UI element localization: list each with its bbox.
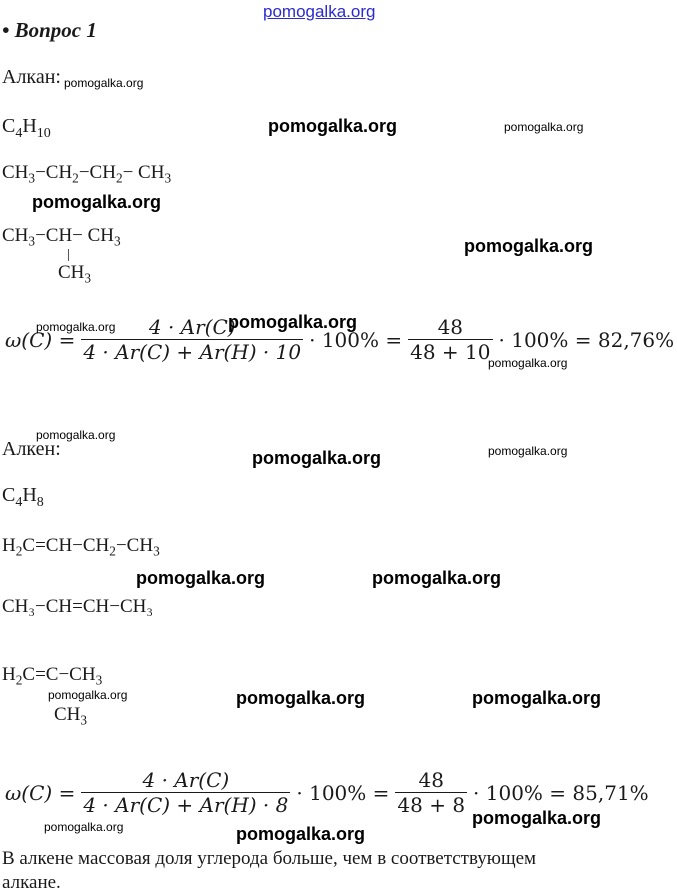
isobutane-main-chain: $CH_3-CH- CH_3$ <box>2 225 121 249</box>
alkane-heading: Алкан: <box>2 66 61 88</box>
conclusion-line-1: В алкене массовая доля углерода больше, чем в соответствующем <box>2 848 537 869</box>
conclusion-line-2: алкане. <box>2 872 61 893</box>
watermark: pomogalka.org <box>228 312 358 332</box>
watermark: pomogalka.org <box>136 568 266 588</box>
watermark: pomogalka.org <box>236 824 366 844</box>
alkene-eq-fraction-1: $\frac{4 \cdot Ar(C)}{4 \cdot Ar(C) + Ar(H) \cdot 8}$ <box>83 768 289 817</box>
watermark: pomogalka.org <box>472 688 602 708</box>
watermark-top-link[interactable]: pomogalka.org <box>263 2 376 21</box>
isobutane-branch: $CH_3$ <box>58 262 92 286</box>
alkene-eq-lhs: ω(C) = <box>5 780 76 805</box>
butene-1-structure: $H_2C=CH-CH_2-CH_3$ <box>2 535 160 559</box>
alkene-eq-result: · 100% = 85,71% <box>473 780 649 805</box>
alkane-formula: $C_4H_{10}$ <box>2 115 51 141</box>
watermark: pomogalka.org <box>36 428 116 442</box>
alkene-heading: Алкен: <box>2 438 61 460</box>
watermark: pomogalka.org <box>268 116 398 136</box>
watermark: pomogalka.org <box>64 76 144 90</box>
alkene-eq-fraction-2: $\frac{48}{48 + 8}$ <box>397 768 466 817</box>
butene-2-structure: CH₃−CH=CH−CH₃ <box>2 596 153 617</box>
butane-structure: $CH_3-CH_2-CH_2- CH_3$ <box>2 162 172 186</box>
watermark: pomogalka.org <box>236 688 366 708</box>
watermark: pomogalka.org <box>44 820 124 834</box>
alkene-formula: $C_4H_8$ <box>2 484 44 510</box>
alkane-mass-fraction-equation: ω(C) = $\frac{4 \cdot Ar(C)}{4 \cdot Ar(C) + Ar(H) \cdot 10}$ · 100% = $\frac{48}{48 + 10}$ · 100% = 82,76% <box>5 315 675 364</box>
alkane-eq-lhs: ω(C) = <box>5 327 76 352</box>
watermark: pomogalka.org <box>488 444 568 458</box>
alkane-eq-fraction-2: $\frac{48}{48 + 10}$ <box>410 315 491 364</box>
isobutane-bond-line <box>68 249 69 261</box>
watermark: pomogalka.org <box>252 448 382 468</box>
watermark: pomogalka.org <box>372 568 502 588</box>
watermark: pomogalka.org <box>504 120 584 134</box>
watermark: pomogalka.org <box>472 808 602 828</box>
question-title: • Вопрос 1 <box>2 18 97 42</box>
watermark: pomogalka.org <box>36 320 116 334</box>
watermark: pomogalka.org <box>32 192 162 212</box>
alkane-eq-result: · 100% = 82,76% <box>498 327 675 352</box>
watermark: pomogalka.org <box>464 236 594 256</box>
watermark: pomogalka.org <box>488 356 568 370</box>
alkene-mass-fraction-equation: ω(C) = $\frac{4 \cdot Ar(C)}{4 \cdot Ar(C) + Ar(H) \cdot 8}$ · 100% = $\frac{48}{48 + 8}$ · 100% = 85,71% <box>5 768 649 817</box>
isobutene-main-chain: $H_2C=C-CH_3$ <box>2 664 103 688</box>
alkane-eq-fraction-1: $\frac{4 \cdot Ar(C)}{4 \cdot Ar(C) + Ar(H) \cdot 10}$ <box>83 315 302 364</box>
watermark: pomogalka.org <box>48 688 128 702</box>
isobutene-branch: $CH_3$ <box>54 704 88 728</box>
